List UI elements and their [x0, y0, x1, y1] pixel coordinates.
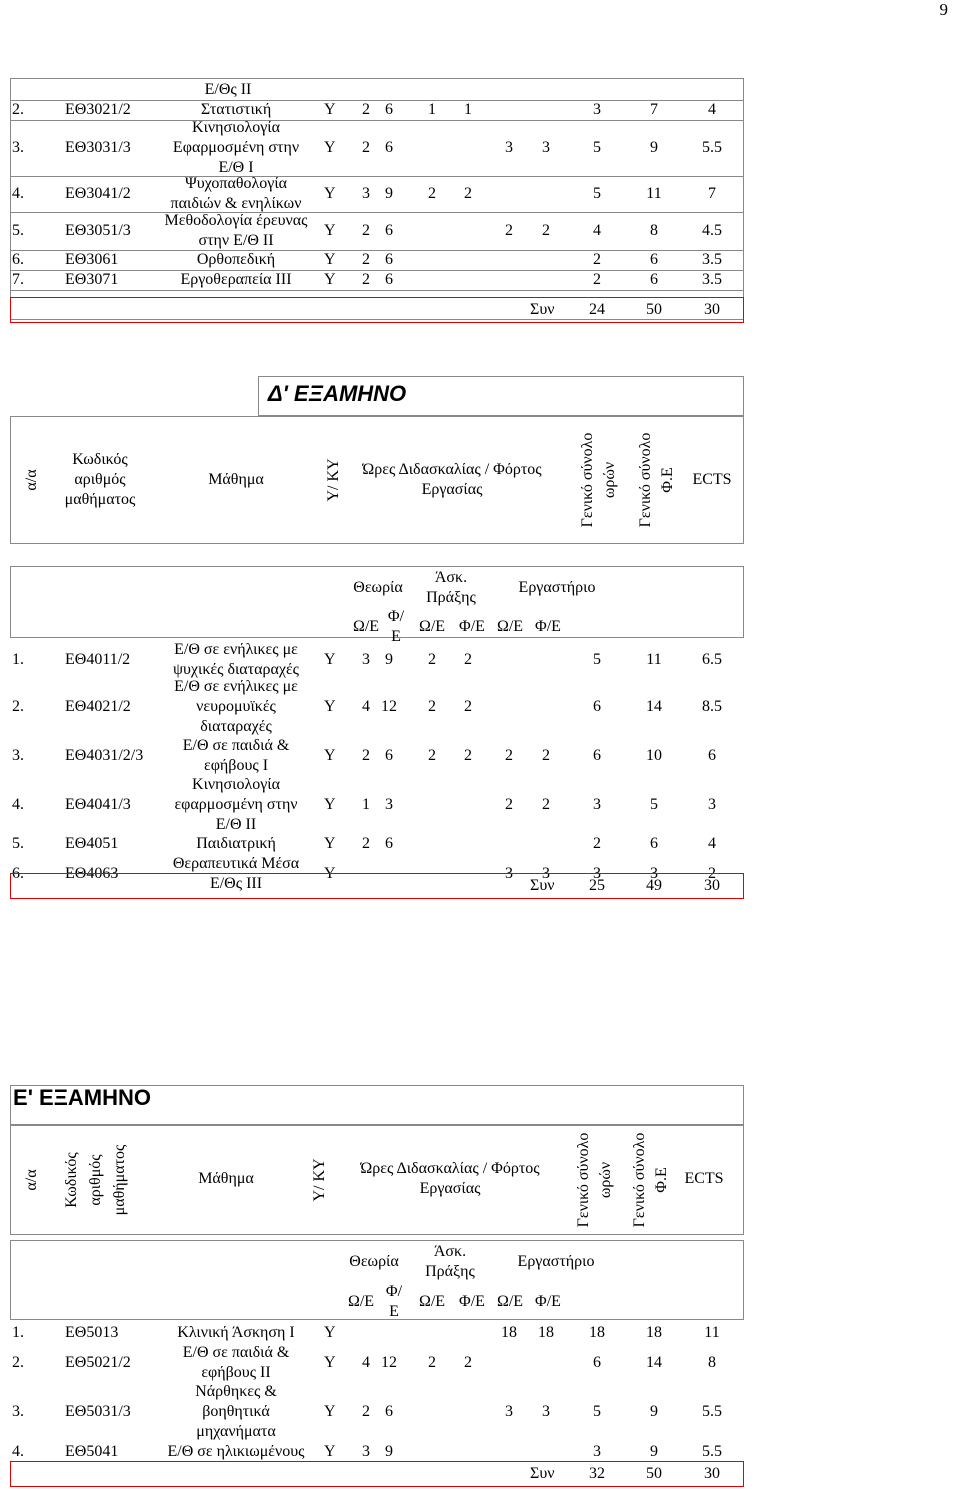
course-name: εφήβους ΙΙ [201, 1364, 271, 1381]
value-cell: 2 [593, 271, 601, 288]
value-cell: 12 [381, 1354, 397, 1371]
value-cell: 2 [542, 747, 550, 764]
course-name: νευρομυϊκές [196, 698, 276, 715]
course-code: ΕΘ4051 [65, 835, 119, 852]
sum-value: 32 [589, 1465, 605, 1482]
course-code: ΕΘ4011/2 [65, 651, 131, 668]
value-cell: 4 [593, 222, 601, 239]
course-type: Υ [324, 747, 336, 764]
value-cell: 5 [593, 1403, 601, 1420]
value-cell: 5.5 [702, 1403, 722, 1420]
course-code: ΕΘ4031/2/3 [65, 747, 144, 764]
course-name: Ψυχοπαθολογία [184, 175, 288, 192]
course-name: εφαρμοσμένη στην [174, 796, 298, 813]
value-cell: 2 [362, 835, 370, 852]
course-type: Υ [324, 1324, 336, 1341]
value-cell: 2 [362, 139, 370, 156]
value-cell: 6 [385, 222, 393, 239]
course-code: ΕΘ4041/3 [65, 796, 131, 813]
value-cell: 14 [646, 1354, 662, 1371]
value-cell: 4 [362, 698, 370, 715]
sub-ωε: Ω/Ε [418, 1293, 446, 1310]
sub-φ: Φ/ [385, 1283, 403, 1300]
value-cell: 6 [593, 698, 601, 715]
row-number: 7. [12, 271, 24, 288]
header-total-fe: Φ.Ε [653, 1167, 670, 1193]
row-divider [10, 212, 744, 213]
row-divider [10, 100, 744, 101]
value-cell: 18 [589, 1324, 605, 1341]
row-number: 3. [12, 1403, 24, 1420]
course-name: Ε/Θ ΙΙ [215, 816, 257, 833]
course-name: Εφαρμοσμένη στην [172, 139, 300, 156]
header-code: Κωδικός [72, 451, 128, 468]
value-cell: 3 [542, 1403, 550, 1420]
header-total-hours: ωρών [601, 461, 618, 499]
value-cell: 3.5 [702, 251, 722, 268]
value-cell: 18 [646, 1324, 662, 1341]
value-cell: 4.5 [702, 222, 722, 239]
header-aa: α/α [23, 1169, 40, 1191]
value-cell: 11 [704, 1324, 720, 1341]
course-type: Υ [324, 271, 336, 288]
course-type: Υ [324, 1354, 336, 1371]
course-type: Υ [324, 251, 336, 268]
course-code: ΕΘ5013 [65, 1324, 119, 1341]
course-name: Ε/Θ σε παιδιά & [182, 737, 290, 754]
value-cell: 2 [362, 101, 370, 118]
value-cell: 5 [593, 651, 601, 668]
sum-row [10, 873, 744, 899]
value-cell: 2 [464, 747, 472, 764]
course-name: Κινησιολογία [192, 776, 280, 793]
row-number: 2. [12, 1354, 24, 1371]
value-cell: 3 [362, 185, 370, 202]
course-name: ψυχικές διαταραχές [172, 661, 300, 678]
course-code: ΕΘ3051/3 [65, 222, 131, 239]
course-name: Ορθοπεδική [196, 251, 276, 268]
value-cell: 5 [593, 139, 601, 156]
course-type: Υ [324, 835, 336, 852]
subheader-theory: Θεωρία [353, 579, 403, 596]
row-divider [10, 270, 744, 271]
value-cell: 3 [362, 1443, 370, 1460]
value-cell: 2 [428, 651, 436, 668]
row-divider [10, 250, 744, 251]
course-name: Ε/Θ σε ενήλικες με [174, 641, 298, 658]
header-total-fe: Γενικό σύνολο [637, 432, 654, 528]
course-name: βοηθητικά [202, 1403, 270, 1420]
value-cell: 2 [505, 222, 513, 239]
value-cell: 9 [385, 1443, 393, 1460]
value-cell: 2 [428, 747, 436, 764]
course-code: ΕΘ3071 [65, 271, 119, 288]
value-cell: 3 [385, 796, 393, 813]
course-name: παιδιών & ενηλίκων [170, 195, 302, 212]
value-cell: 11 [646, 185, 662, 202]
value-cell: 6 [385, 835, 393, 852]
course-type: Υ [324, 1403, 336, 1420]
sub-φ: Φ/ [387, 608, 405, 625]
course-name: εφήβους Ι [203, 757, 269, 774]
value-cell: 18 [538, 1324, 554, 1341]
header-hours: Ώρες Διδασκαλίας / Φόρτος [362, 461, 542, 478]
value-cell: 2 [464, 1354, 472, 1371]
value-cell: 2 [362, 222, 370, 239]
course-code: ΕΘ4021/2 [65, 698, 131, 715]
value-cell: 6.5 [702, 651, 722, 668]
value-cell: 2 [362, 251, 370, 268]
course-code: ΕΘ5031/3 [65, 1403, 131, 1420]
value-cell: 2 [542, 222, 550, 239]
course-type: Υ [324, 101, 336, 118]
row-number: 2. [12, 101, 24, 118]
sum-value: 50 [646, 1465, 662, 1482]
sum-value: 30 [704, 301, 720, 318]
row-number: 1. [12, 651, 24, 668]
sub-ωε: Ω/Ε [496, 618, 524, 635]
header-total-hours: ωρών [597, 1161, 614, 1199]
value-cell: 2 [464, 185, 472, 202]
value-cell: 2 [464, 698, 472, 715]
page-number: 9 [939, 0, 948, 19]
value-cell: 3 [362, 651, 370, 668]
value-cell: 9 [385, 185, 393, 202]
header-course: Μάθημα [208, 471, 264, 488]
course-code: ΕΘ3021/2 [65, 101, 131, 118]
course-type: Υ [324, 865, 336, 882]
value-cell: 3 [593, 101, 601, 118]
value-cell: 3.5 [702, 271, 722, 288]
value-cell: 6 [385, 101, 393, 118]
semester-title: Δ' ΕΞΑΜΗΝΟ [267, 381, 407, 406]
sub-ε: Ε [389, 1303, 399, 1320]
value-cell: 5.5 [702, 139, 722, 156]
course-name: Μεθοδολογία έρευνας [164, 212, 308, 229]
header-total-fe: Γενικό σύνολο [631, 1132, 648, 1228]
sum-label: Συν [530, 877, 555, 894]
course-name: Στατιστική [200, 101, 272, 118]
course-type: Υ [324, 796, 336, 813]
course-name: Κλινική Άσκηση Ι [177, 1324, 295, 1341]
header-type: Υ/ ΚΥ [311, 1158, 328, 1202]
header-code: Κωδικός [63, 1152, 80, 1208]
sub-ωε: Ω/Ε [352, 618, 380, 635]
value-cell: 2 [708, 865, 716, 882]
sum-value: 50 [646, 301, 662, 318]
value-cell: 10 [646, 747, 662, 764]
sub-ωε: Ω/Ε [496, 1293, 524, 1310]
header-aa: α/α [23, 469, 40, 491]
header-course: Μάθημα [198, 1170, 254, 1187]
value-cell: 8 [650, 222, 658, 239]
course-name: Παιδιατρική [196, 835, 276, 852]
value-cell: 2 [593, 251, 601, 268]
value-cell: 2 [362, 271, 370, 288]
value-cell: 7 [650, 101, 658, 118]
header-hours: Ώρες Διδασκαλίας / Φόρτος [360, 1160, 540, 1177]
row-number: 4. [12, 796, 24, 813]
course-type: Υ [324, 1443, 336, 1460]
subheader-practice: Άσκ. [433, 1243, 467, 1260]
sub-φε: Φ/Ε [535, 618, 561, 635]
row-number: 5. [12, 222, 24, 239]
value-cell: 2 [505, 747, 513, 764]
sub-φε: Φ/Ε [459, 618, 485, 635]
value-cell: 6 [385, 747, 393, 764]
value-cell: 2 [428, 185, 436, 202]
sum-value: 30 [704, 1465, 720, 1482]
value-cell: 6 [593, 1354, 601, 1371]
course-name: στην Ε/Θ ΙΙ [198, 232, 274, 249]
value-cell: 2 [428, 698, 436, 715]
row-number: 4. [12, 185, 24, 202]
value-cell: 2 [362, 747, 370, 764]
header-code: μαθήματος [111, 1144, 128, 1216]
value-cell: 3 [505, 865, 513, 882]
value-cell: 4 [708, 835, 716, 852]
row-divider [10, 120, 744, 121]
course-code: ΕΘ3061 [65, 251, 119, 268]
header-total-hours: Γενικό σύνολο [575, 1132, 592, 1228]
sub-ε: Ε [391, 628, 401, 645]
course-code: ΕΘ5041 [65, 1443, 119, 1460]
sum-value: 30 [704, 877, 720, 894]
sub-φε: Φ/Ε [535, 1293, 561, 1310]
course-name: Ε/Θ σε παιδιά & [182, 1344, 290, 1361]
value-cell: 3 [708, 796, 716, 813]
course-code: ΕΘ5021/2 [65, 1354, 131, 1371]
value-cell: 8.5 [702, 698, 722, 715]
course-type: Υ [324, 698, 336, 715]
subheader-theory: Θεωρία [349, 1253, 399, 1270]
value-cell: 9 [650, 1403, 658, 1420]
value-cell: 4 [362, 1354, 370, 1371]
value-cell: 3 [650, 865, 658, 882]
value-cell: 2 [505, 796, 513, 813]
sum-value: 24 [589, 301, 605, 318]
sum-row [10, 297, 744, 323]
sum-label: Συν [530, 1465, 555, 1482]
course-type: Υ [324, 222, 336, 239]
value-cell: 3 [505, 139, 513, 156]
value-cell: 5.5 [702, 1443, 722, 1460]
header-ects: ECTS [692, 471, 732, 488]
subheader-practice: Πράξης [426, 589, 476, 606]
value-cell: 3 [593, 865, 601, 882]
value-cell: 5 [593, 185, 601, 202]
value-cell: 4 [708, 101, 716, 118]
course-code: ΕΘ3031/3 [65, 139, 131, 156]
value-cell: 2 [542, 796, 550, 813]
value-cell: 9 [650, 139, 658, 156]
semester-title: Ε' ΕΞΑΜΗΝΟ [13, 1085, 151, 1110]
value-cell: 3 [505, 1403, 513, 1420]
sum-value: 49 [646, 877, 662, 894]
value-cell: 2 [428, 1354, 436, 1371]
value-cell: 9 [650, 1443, 658, 1460]
subheader-lab: Εργαστήριο [518, 579, 596, 596]
value-cell: 6 [650, 835, 658, 852]
row-number: 3. [12, 139, 24, 156]
header-code: αριθμός [74, 471, 126, 488]
value-cell: 8 [708, 1354, 716, 1371]
course-type: Υ [324, 139, 336, 156]
course-type: Υ [324, 185, 336, 202]
header-ects: ECTS [684, 1170, 724, 1187]
row-number: 3. [12, 747, 24, 764]
course-name: Ε/Θς ΙΙΙ [209, 875, 263, 892]
value-cell: 6 [650, 251, 658, 268]
header-hours: Εργασίας [421, 481, 483, 498]
value-cell: 1 [428, 101, 436, 118]
sum-value: 25 [589, 877, 605, 894]
course-code: ΕΘ4063 [65, 865, 119, 882]
course-name: διαταραχές [200, 718, 272, 735]
sub-ωε: Ω/Ε [418, 618, 446, 635]
header-hours: Εργασίας [419, 1180, 481, 1197]
row-number: 1. [12, 1324, 24, 1341]
course-name: Ε/Θ σε ενήλικες με [174, 678, 298, 695]
course-type: Υ [324, 651, 336, 668]
value-cell: 1 [362, 796, 370, 813]
value-cell: 7 [708, 185, 716, 202]
row-number: 5. [12, 835, 24, 852]
value-cell: 6 [708, 747, 716, 764]
value-cell: 2 [362, 1403, 370, 1420]
value-cell: 6 [385, 1403, 393, 1420]
value-cell: 6 [385, 139, 393, 156]
course-name: Θεραπευτικά Μέσα [172, 855, 300, 872]
value-cell: 6 [385, 271, 393, 288]
value-cell: 6 [650, 271, 658, 288]
value-cell: 11 [646, 651, 662, 668]
header-total-hours: Γενικό σύνολο [579, 432, 596, 528]
row-text: Ε/Θς ΙΙ [204, 81, 252, 98]
value-cell: 3 [542, 139, 550, 156]
value-cell: 18 [501, 1324, 517, 1341]
value-cell: 14 [646, 698, 662, 715]
course-name: μηχανήματα [196, 1423, 276, 1440]
header-code: αριθμός [87, 1154, 104, 1206]
value-cell: 2 [464, 651, 472, 668]
sub-φε: Φ/Ε [459, 1293, 485, 1310]
value-cell: 2 [593, 835, 601, 852]
header-total-fe: Φ.Ε [659, 467, 676, 493]
value-cell: 3 [593, 796, 601, 813]
row-number: 2. [12, 698, 24, 715]
course-name: Εργοθεραπεία ΙΙΙ [180, 271, 292, 288]
subheader-practice: Πράξης [425, 1263, 475, 1280]
course-name: Ε/Θ σε ηλικιωμένους [167, 1443, 305, 1460]
sum-row [10, 1461, 744, 1487]
course-name: Νάρθηκες & [195, 1383, 277, 1400]
subheader-practice: Άσκ. [434, 569, 468, 586]
value-cell: 3 [542, 865, 550, 882]
course-name: Ε/Θ Ι [218, 159, 254, 176]
course-name: Κινησιολογία [192, 119, 280, 136]
value-cell: 9 [385, 651, 393, 668]
value-cell: 1 [464, 101, 472, 118]
value-cell: 3 [593, 1443, 601, 1460]
subheader-lab: Εργαστήριο [517, 1253, 595, 1270]
course-code: ΕΘ3041/2 [65, 185, 131, 202]
row-divider [10, 290, 744, 291]
row-number: 4. [12, 1443, 24, 1460]
sum-label: Συν [530, 301, 555, 318]
header-code: μαθήματος [64, 491, 136, 508]
value-cell: 6 [385, 251, 393, 268]
value-cell: 12 [381, 698, 397, 715]
row-divider [10, 176, 744, 177]
row-number: 6. [12, 865, 24, 882]
sub-ωε: Ω/Ε [347, 1293, 375, 1310]
value-cell: 5 [650, 796, 658, 813]
header-type: Υ/ ΚΥ [325, 458, 342, 502]
value-cell: 6 [593, 747, 601, 764]
row-number: 6. [12, 251, 24, 268]
